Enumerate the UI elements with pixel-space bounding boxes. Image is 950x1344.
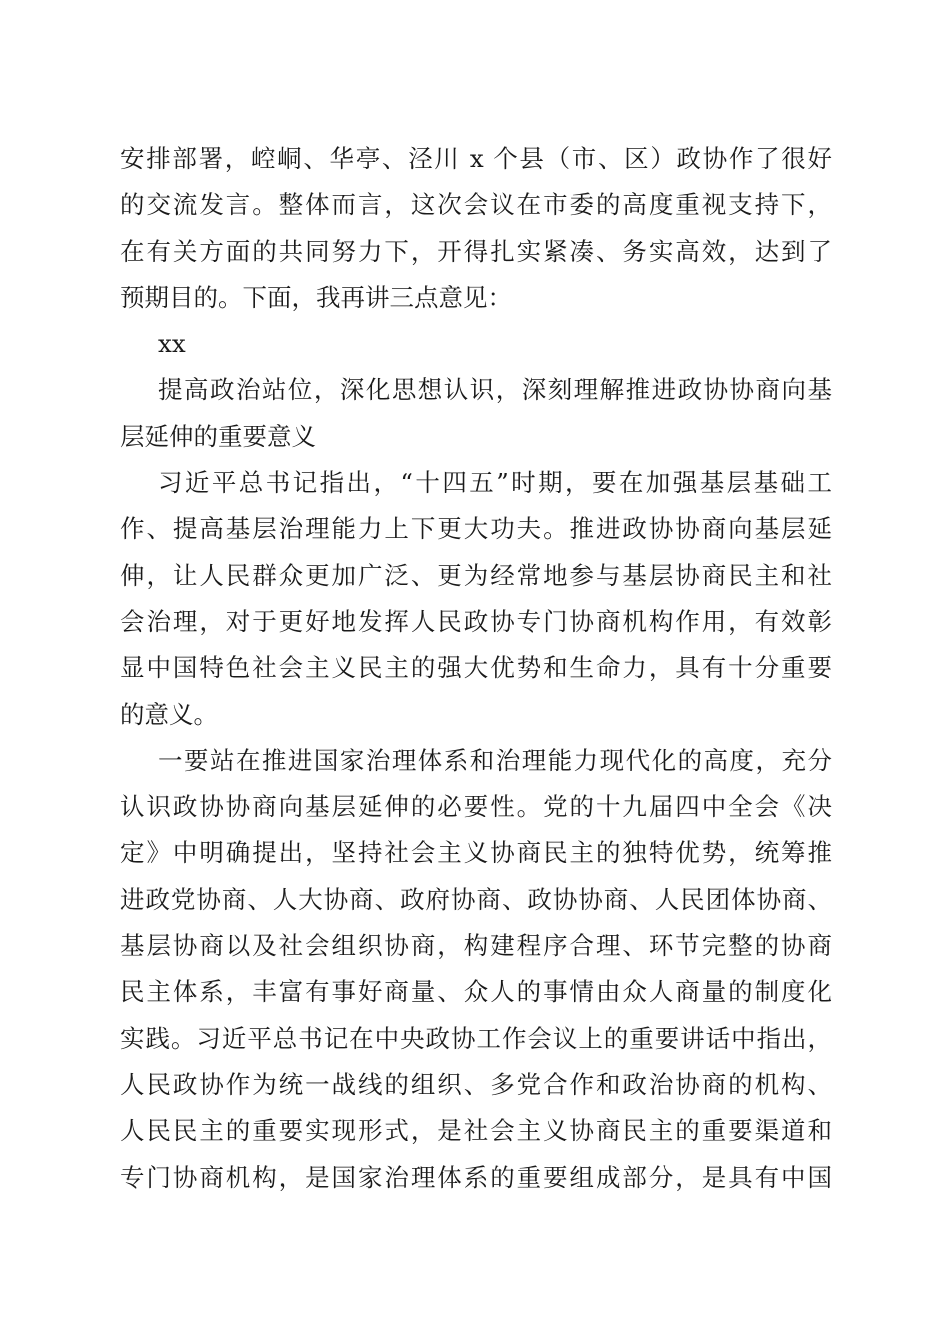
text-line — [120, 599, 832, 645]
line-text: 提高政治站位，深化思想认识，深刻理解推进政协协商向基 — [158, 375, 832, 405]
line-text: 进政党协商、人大协商、政府协商、政协协商、人民团体协商、 — [120, 884, 832, 914]
text-line — [120, 506, 832, 552]
line-text: 民主体系，丰富有事好商量、众人的事情由众人商量的制度化 — [120, 977, 832, 1007]
line-text: 安排部署，崆峒、华亭、泾川 x 个县（市、区）政协作了很好 — [120, 144, 832, 173]
document-body — [120, 136, 832, 1201]
text-line — [120, 738, 832, 784]
text-line — [120, 969, 832, 1015]
text-line — [120, 275, 832, 321]
text-line — [120, 1016, 832, 1062]
line-text: 习近平总书记指出，“十四五”时期，要在加强基层基础工 — [158, 468, 832, 498]
line-text: 在有关方面的共同努力下，开得扎实紧凑、务实高效，达到了 — [120, 236, 832, 266]
line-text: xx — [158, 329, 186, 359]
line-text: 会治理，对于更好地发挥人民政协专门协商机构作用，有效彰 — [120, 606, 832, 636]
text-line — [120, 229, 832, 275]
text-line — [120, 645, 832, 691]
section-marker — [120, 321, 832, 367]
text-line — [120, 877, 832, 923]
section-heading-line — [120, 414, 832, 460]
line-text: 的交流发言。整体而言，这次会议在市委的高度重视支持下， — [120, 190, 832, 220]
line-text: 的意义。 — [120, 699, 218, 729]
line-text: 预期目的。下面，我再讲三点意见： — [120, 282, 512, 312]
text-line — [120, 784, 832, 830]
line-text: 人民政协作为统一战线的组织、多党合作和政治协商的机构、 — [120, 1069, 832, 1099]
line-text: 实践。习近平总书记在中央政协工作会议上的重要讲话中指出， — [120, 1023, 832, 1053]
text-line — [120, 1155, 832, 1201]
line-text: 定》中明确提出，坚持社会主义协商民主的独特优势，统筹推 — [120, 838, 832, 868]
line-text: 专门协商机构，是国家治理体系的重要组成部分，是具有中国 — [120, 1162, 832, 1192]
line-text: 层延伸的重要意义 — [120, 421, 316, 451]
text-line — [120, 553, 832, 599]
line-text: 伸，让人民群众更加广泛、更为经常地参与基层协商民主和社 — [120, 560, 832, 590]
text-line — [120, 182, 832, 228]
line-text: 认识政协协商向基层延伸的必要性。党的十九届四中全会《决 — [120, 792, 832, 822]
text-line — [120, 1062, 832, 1108]
section-heading-line — [120, 367, 832, 413]
text-line — [120, 460, 832, 506]
line-text: 一要站在推进国家治理体系和治理能力现代化的高度，充分 — [158, 745, 832, 775]
text-line — [120, 136, 832, 182]
text-line — [120, 830, 832, 876]
line-text: 人民民主的重要实现形式，是社会主义协商民主的重要渠道和 — [120, 1116, 832, 1146]
text-line — [120, 1108, 832, 1154]
text-line — [120, 692, 832, 738]
text-line — [120, 923, 832, 969]
line-text: 显中国特色社会主义民主的强大优势和生命力，具有十分重要 — [120, 653, 832, 683]
line-text: 作、提高基层治理能力上下更大功夫。推进政协协商向基层延 — [120, 514, 832, 544]
line-text: 基层协商以及社会组织协商，构建程序合理、环节完整的协商 — [120, 931, 832, 961]
